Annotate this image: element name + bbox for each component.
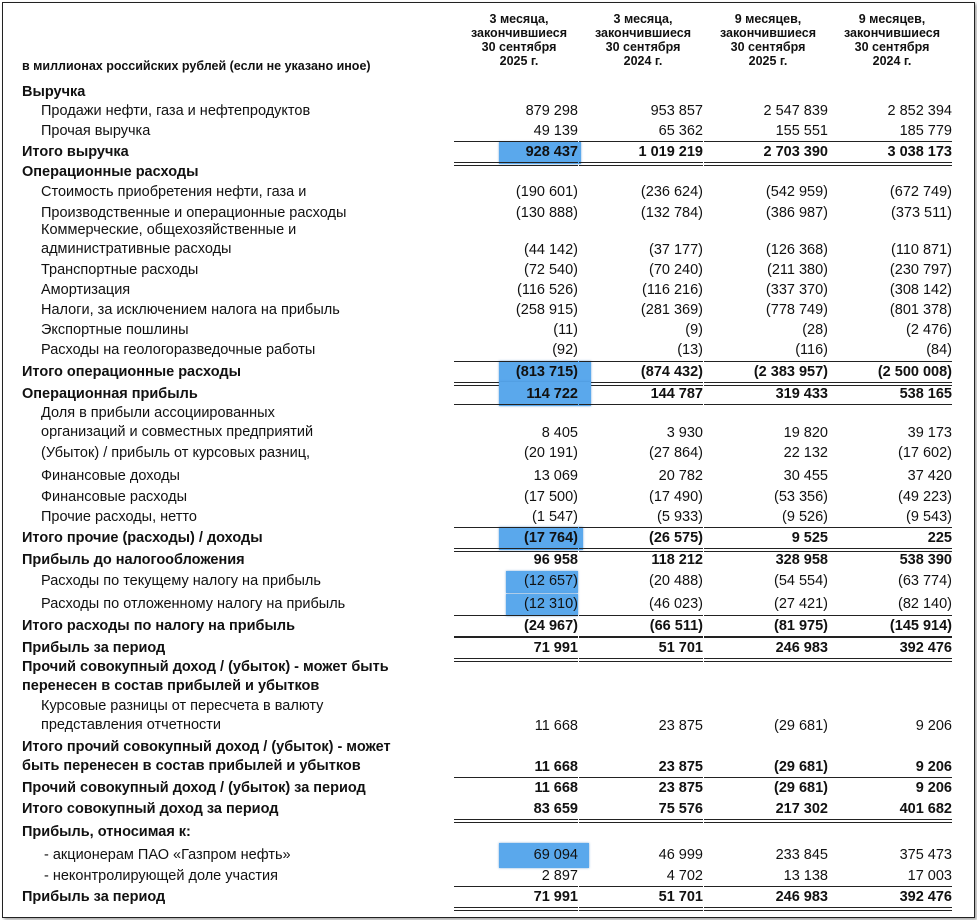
row-label	[41, 466, 180, 486]
row-label-line: Итого выручка	[22, 144, 129, 160]
row-label	[41, 507, 197, 527]
row-label	[44, 845, 291, 865]
value-cell: (145 914)	[889, 618, 952, 634]
row-label-line: Расходы на геологоразведочные работы	[41, 342, 316, 358]
value-cell: (20 488)	[648, 573, 703, 589]
value-cell: 225	[927, 530, 952, 546]
statement-row	[0, 320, 977, 340]
value-cell: 11 668	[534, 780, 578, 796]
row-label-line: Выручка	[22, 84, 86, 100]
column-heading-line: 30 сентября	[605, 40, 681, 54]
value-cell: 319 433	[775, 386, 828, 402]
column-heading-line: 3 месяца,	[489, 12, 549, 26]
row-label	[41, 571, 321, 591]
statement-row	[0, 221, 977, 260]
row-label	[41, 101, 310, 121]
value-cell: 185 779	[899, 123, 952, 139]
value-cell: (66 511)	[649, 618, 703, 634]
row-label-line: быть перенесен в состав прибылей и убытков	[22, 758, 361, 774]
value-cell: 23 875	[658, 718, 703, 734]
value-cell: 17 003	[907, 868, 952, 884]
value-cell: (110 871)	[891, 242, 952, 258]
value-cell: (37 177)	[648, 242, 703, 258]
value-cell: (373 511)	[891, 205, 952, 221]
value-cell: (308 142)	[889, 282, 952, 298]
row-label	[22, 822, 191, 842]
row-label-line: Прочий совокупный доход / (убыток) - может быть	[22, 659, 389, 675]
row-label-line: Экспортные пошлины	[41, 322, 189, 338]
value-cell: 23 875	[658, 780, 703, 796]
value-cell: 71 991	[533, 640, 578, 656]
statement-row	[0, 887, 977, 907]
row-label-line: Прибыль за период	[22, 889, 166, 905]
value-cell: (12 657)	[523, 573, 578, 589]
statement-row	[0, 340, 977, 360]
value-cell: (17 490)	[648, 489, 703, 505]
value-cell: 3 038 173	[887, 144, 952, 160]
value-cell: 83 659	[533, 801, 578, 817]
value-cell: 2 547 839	[763, 103, 828, 119]
value-cell: 46 999	[658, 847, 703, 863]
statement-row	[0, 616, 977, 636]
column-heading-line: закончившиеся	[594, 26, 692, 40]
value-cell: 37 420	[907, 468, 952, 484]
column-heading-line: 30 сентября	[854, 40, 930, 54]
row-label-line: Итого совокупный доход за период	[22, 801, 279, 817]
row-label	[22, 550, 245, 570]
value-cell: (24 967)	[523, 618, 578, 634]
value-cell: 9 525	[791, 530, 828, 546]
value-cell: 9 206	[915, 718, 952, 734]
value-cell: (17 764)	[523, 530, 578, 546]
statement-row	[0, 280, 977, 300]
double-underline	[454, 907, 578, 911]
row-label	[41, 443, 310, 463]
value-cell: (190 601)	[515, 184, 578, 200]
value-cell: 13 138	[783, 868, 828, 884]
value-cell: (132 784)	[640, 205, 703, 221]
value-cell: (337 370)	[765, 282, 828, 298]
column-heading-line: закончившиеся	[843, 26, 941, 40]
value-cell: 375 473	[899, 847, 952, 863]
row-label	[41, 320, 189, 340]
value-cell: (27 421)	[773, 596, 828, 612]
statement-row	[0, 594, 977, 615]
value-cell: 20 782	[658, 468, 703, 484]
value-cell: (81 975)	[773, 618, 828, 634]
row-label	[41, 221, 296, 259]
value-cell: (29 681)	[773, 780, 828, 796]
statement-row	[0, 182, 977, 202]
row-label	[41, 697, 323, 735]
row-label	[41, 340, 315, 360]
value-cell: (230 797)	[889, 262, 952, 278]
value-cell: 13 069	[533, 468, 578, 484]
statement-row	[0, 528, 977, 548]
statement-row	[0, 384, 977, 404]
row-label-line: Операционные расходы	[22, 164, 199, 180]
statement-row	[0, 404, 977, 443]
value-cell: (12 310)	[523, 596, 578, 612]
value-cell: (386 987)	[765, 205, 828, 221]
row-label	[22, 616, 295, 636]
value-cell: 155 551	[775, 123, 828, 139]
value-cell: (46 023)	[648, 596, 703, 612]
value-cell: 118 212	[651, 552, 703, 568]
value-cell: 2 703 390	[763, 144, 828, 160]
statement-row	[0, 778, 977, 798]
value-cell: (116 216)	[642, 282, 703, 298]
statement-row	[0, 638, 977, 658]
value-cell: (116)	[795, 342, 828, 358]
value-cell: (801 378)	[889, 302, 952, 318]
value-cell: 953 857	[650, 103, 703, 119]
column-heading-line: 3 месяца,	[613, 12, 673, 26]
statement-row	[0, 121, 977, 141]
row-label-line: Транспортные расходы	[41, 262, 199, 278]
statement-row	[0, 866, 977, 886]
row-label-line: Курсовые разницы от пересчета в валюту	[41, 698, 324, 714]
value-cell: 4 702	[666, 868, 703, 884]
row-label	[41, 182, 306, 202]
double-underline	[704, 907, 828, 911]
column-heading-line: 9 месяцев,	[734, 12, 802, 26]
value-cell: 217 302	[775, 801, 828, 817]
value-cell: (72 540)	[523, 262, 578, 278]
row-label-line: - неконтролирующей доле участия	[44, 868, 278, 884]
value-cell: (28)	[802, 322, 828, 338]
row-label	[22, 384, 198, 404]
column-heading-line: 2024 г.	[872, 54, 912, 68]
value-cell: 538 390	[899, 552, 952, 568]
row-label-line: Расходы по текущему налогу на прибыль	[41, 573, 321, 589]
value-cell: 51 701	[658, 640, 703, 656]
row-label-line: Стоимость приобретения нефти, газа и	[41, 184, 307, 200]
value-cell: 75 576	[658, 801, 703, 817]
double-underline	[828, 907, 952, 911]
row-label-line: Операционная прибыль	[22, 386, 198, 402]
column-heading-1	[456, 12, 582, 68]
statement-row	[0, 162, 977, 182]
column-heading-3	[705, 12, 831, 68]
value-cell: (9 526)	[782, 509, 828, 525]
statement-row	[0, 260, 977, 280]
statement-row	[0, 845, 977, 865]
value-cell: (27 864)	[648, 445, 703, 461]
statement-row	[0, 203, 977, 223]
value-cell: (281 369)	[640, 302, 703, 318]
row-label	[22, 799, 278, 819]
statement-row	[0, 82, 977, 102]
row-label	[22, 887, 165, 907]
value-cell: 3 930	[666, 425, 703, 441]
value-cell: 11 668	[534, 718, 578, 734]
value-cell: (126 368)	[765, 242, 828, 258]
row-label-line: Прибыль за период	[22, 640, 166, 656]
statement-row	[0, 822, 977, 842]
row-label-line: Прочая выручка	[41, 123, 151, 139]
column-heading-line: 30 сентября	[730, 40, 806, 54]
value-cell: (1 547)	[532, 509, 578, 525]
value-cell: 879 298	[525, 103, 578, 119]
value-cell: 401 682	[899, 801, 952, 817]
value-cell: (26 575)	[648, 530, 703, 546]
value-cell: 1 019 219	[638, 144, 703, 160]
column-heading-line: 2025 г.	[748, 54, 788, 68]
value-cell: (778 749)	[765, 302, 828, 318]
row-label	[41, 404, 313, 442]
value-cell: 22 132	[783, 445, 828, 461]
statement-row	[0, 466, 977, 486]
value-cell: (29 681)	[773, 759, 828, 775]
statement-row	[0, 487, 977, 507]
row-label	[22, 142, 129, 162]
value-cell: (672 749)	[889, 184, 952, 200]
row-label-line: представления отчетности	[41, 717, 222, 733]
statement-row	[0, 362, 977, 382]
double-underline	[579, 907, 703, 911]
value-cell: (20 191)	[523, 445, 578, 461]
row-label-line: (Убыток) / прибыль от курсовых разниц,	[41, 445, 311, 461]
value-cell: (63 774)	[897, 573, 952, 589]
row-label-line: организаций и совместных предприятий	[41, 424, 314, 440]
value-cell: 71 991	[533, 889, 578, 905]
value-cell: (9 543)	[906, 509, 952, 525]
row-label-line: Финансовые доходы	[41, 468, 180, 484]
row-label-line: Прочий совокупный доход / (убыток) за период	[22, 780, 366, 796]
column-heading-line: закончившиеся	[719, 26, 817, 40]
value-cell: 144 787	[650, 386, 703, 402]
column-heading-line: 2024 г.	[623, 54, 663, 68]
row-label	[41, 260, 198, 280]
value-cell: 19 820	[783, 425, 828, 441]
value-cell: 246 983	[775, 640, 828, 656]
row-label	[41, 594, 345, 614]
value-cell: (9)	[685, 322, 703, 338]
value-cell: (2 500 008)	[877, 364, 952, 380]
row-label	[22, 362, 241, 382]
column-heading-line: 9 месяцев,	[858, 12, 926, 26]
value-cell: 30 455	[783, 468, 828, 484]
value-cell: 23 875	[658, 759, 703, 775]
value-cell: 69 094	[533, 847, 578, 863]
value-cell: (11)	[553, 322, 578, 338]
row-label-line: Производственные и операционные расходы	[41, 205, 347, 221]
value-cell: (44 142)	[523, 242, 578, 258]
column-heading-2	[580, 12, 706, 68]
value-cell: 11 668	[534, 759, 578, 775]
column-heading-line: 30 сентября	[481, 40, 557, 54]
value-cell: (13)	[677, 342, 703, 358]
statement-row	[0, 507, 977, 527]
value-cell: (116 526)	[517, 282, 578, 298]
value-cell: 65 362	[658, 123, 703, 139]
statement-row	[0, 697, 977, 736]
row-label	[41, 121, 150, 141]
value-cell: 39 173	[907, 425, 952, 441]
value-cell: (92)	[552, 342, 578, 358]
value-cell: (70 240)	[648, 262, 703, 278]
row-label-line: Итого прочий совокупный доход / (убыток) - может	[22, 739, 391, 755]
row-label-line: Продажи нефти, газа и нефтепродуктов	[41, 103, 311, 119]
row-label-line: Прибыль, относимая к:	[22, 824, 191, 840]
statement-row	[0, 300, 977, 320]
value-cell: (84)	[926, 342, 952, 358]
value-cell: 392 476	[899, 640, 952, 656]
value-cell: 328 958	[775, 552, 828, 568]
row-label-line: перенесен в состав прибылей и убытков	[22, 678, 320, 694]
row-label-line: Амортизация	[41, 282, 131, 298]
value-cell: 49 139	[533, 123, 578, 139]
row-label-line: Коммерческие, общехозяйственные и	[41, 222, 297, 238]
statement-row	[0, 443, 977, 464]
row-label-line: Прибыль до налогообложения	[22, 552, 245, 568]
value-cell: (874 432)	[640, 364, 703, 380]
value-cell: (236 624)	[640, 184, 703, 200]
row-label	[22, 778, 366, 798]
statement-row	[0, 799, 977, 819]
value-cell: 2 897	[541, 868, 578, 884]
row-label-line: Налоги, за исключением налога на прибыль	[41, 302, 340, 318]
row-label-line: Расходы по отложенному налогу на прибыль	[41, 596, 346, 612]
value-cell: 392 476	[899, 889, 952, 905]
value-cell: 9 206	[915, 780, 952, 796]
row-label	[22, 738, 391, 776]
row-label-line: Финансовые расходы	[41, 489, 187, 505]
statement-row	[0, 571, 977, 592]
value-cell: (130 888)	[515, 205, 578, 221]
row-label	[22, 82, 85, 102]
value-cell: 928 437	[525, 144, 578, 160]
row-label-line: - акционерам ПАО «Газпром нефть»	[44, 847, 291, 863]
value-cell: (54 554)	[773, 573, 828, 589]
statement-row	[0, 101, 977, 121]
column-heading-4	[829, 12, 955, 68]
value-cell: 246 983	[775, 889, 828, 905]
row-label	[22, 528, 263, 548]
row-label	[22, 162, 198, 182]
row-label	[41, 203, 346, 223]
value-cell: (2 476)	[906, 322, 952, 338]
value-cell: (53 356)	[773, 489, 828, 505]
unit-note: в миллионах российских рублей (если не указано иное)	[22, 59, 371, 73]
row-label-line: административные расходы	[41, 241, 232, 257]
row-label-line: Итого операционные расходы	[22, 364, 241, 380]
row-label	[41, 300, 340, 320]
row-label	[22, 658, 389, 696]
value-cell: (82 140)	[897, 596, 952, 612]
row-label-line: Доля в прибыли ассоциированных	[41, 405, 275, 421]
statement-row	[0, 142, 977, 162]
row-label-line: Итого прочие (расходы) / доходы	[22, 530, 263, 546]
value-cell: (542 959)	[765, 184, 828, 200]
value-cell: (211 380)	[767, 262, 828, 278]
row-label	[41, 487, 187, 507]
value-cell: (29 681)	[773, 718, 828, 734]
statement-row	[0, 738, 977, 777]
value-cell: 233 845	[775, 847, 828, 863]
column-heading-line: закончившиеся	[470, 26, 568, 40]
value-cell: (17 500)	[523, 489, 578, 505]
row-label	[44, 866, 278, 886]
row-label	[41, 280, 130, 300]
row-label-line: Итого расходы по налогу на прибыль	[22, 618, 296, 634]
row-label-line: Прочие расходы, нетто	[41, 509, 197, 525]
statement-row	[0, 550, 977, 570]
value-cell: (49 223)	[897, 489, 952, 505]
value-cell: (17 602)	[897, 445, 952, 461]
row-label	[22, 638, 165, 658]
value-cell: 9 206	[915, 759, 952, 775]
value-cell: 114 722	[526, 386, 578, 402]
value-cell: (258 915)	[515, 302, 578, 318]
value-cell: 538 165	[899, 386, 952, 402]
value-cell: 51 701	[658, 889, 703, 905]
statement-row	[0, 658, 977, 697]
value-cell: (5 933)	[657, 509, 703, 525]
value-cell: 2 852 394	[887, 103, 952, 119]
value-cell: (2 383 957)	[753, 364, 828, 380]
value-cell: 8 405	[541, 425, 578, 441]
value-cell: 96 958	[533, 552, 578, 568]
value-cell: (813 715)	[515, 364, 578, 380]
column-header	[0, 0, 977, 84]
column-heading-line: 2025 г.	[499, 54, 539, 68]
